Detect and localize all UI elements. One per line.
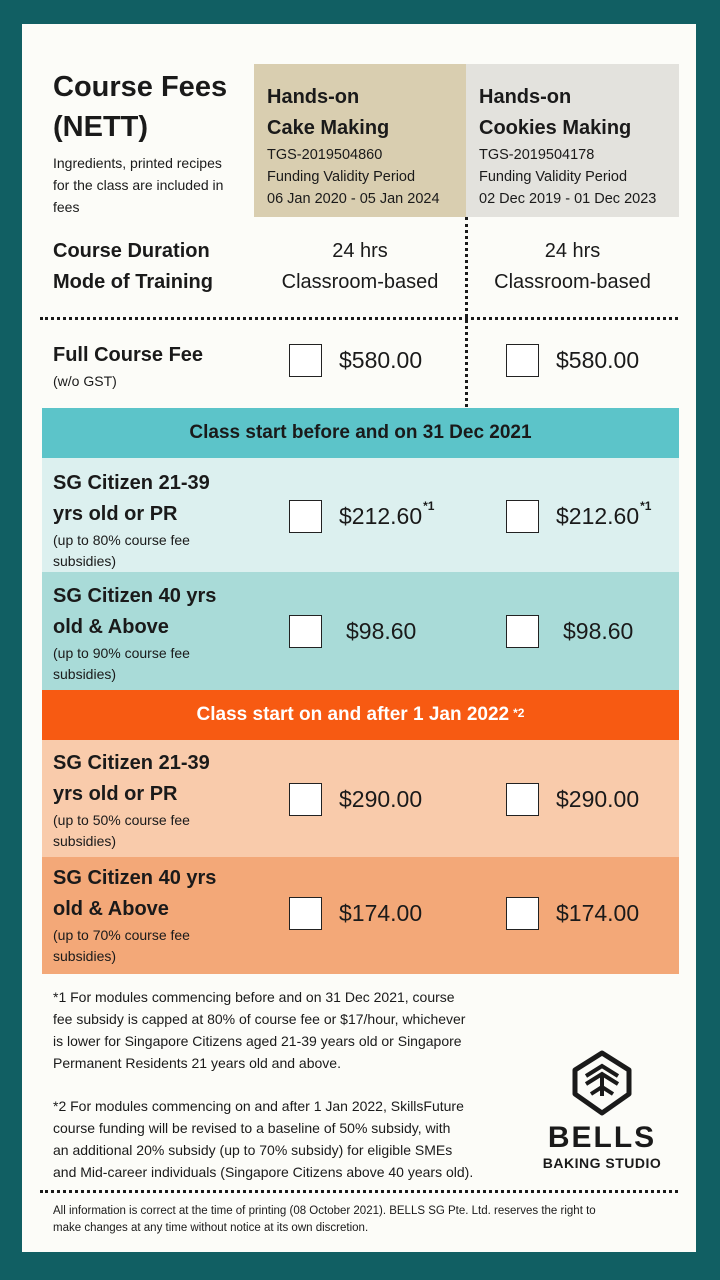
- cake-price: $290.00: [339, 786, 423, 812]
- row-label-line-2: old & Above: [53, 898, 169, 920]
- title-line-1: Course Fees: [53, 71, 228, 103]
- row-label: [53, 863, 216, 967]
- footnote-mark: *2: [513, 706, 525, 720]
- cookies-validity-label: Funding Validity Period: [479, 169, 628, 185]
- logo-wordmark: BELLS: [547, 1121, 657, 1154]
- bells-logo-icon: [571, 1050, 633, 1116]
- course-fees-card: [22, 24, 696, 1252]
- full-course-fee-label: [53, 340, 203, 392]
- cookies-full-fee: $580.00: [556, 347, 640, 373]
- cookies-validity-period: 02 Dec 2019 - 01 Dec 2023: [479, 191, 657, 207]
- cake-checkbox[interactable]: [289, 500, 322, 533]
- dotted-divider: [40, 1190, 678, 1193]
- full-fee-note: (w/o GST): [53, 373, 117, 389]
- cake-name-line-2: Cake Making: [267, 117, 390, 139]
- cookies-price: $290.00: [556, 786, 640, 812]
- cake-price: [339, 499, 435, 530]
- footnote-line: *1 For modules commencing before and on 31 Dec 2021, course: [53, 989, 455, 1005]
- section-band-2021: [42, 408, 679, 458]
- row-note-line-2: subsidies): [53, 666, 117, 682]
- cookies-checkbox[interactable]: [506, 615, 539, 648]
- cake-price: $98.60: [346, 618, 417, 644]
- footnote-line: Permanent Residents 21 years old and above.: [53, 1055, 341, 1071]
- course-duration-label: Course Duration: [53, 240, 210, 262]
- footnote-2: [53, 1095, 553, 1183]
- cookies-full-fee-checkbox[interactable]: [506, 344, 539, 377]
- row-note-line-1: (up to 50% course fee: [53, 812, 190, 828]
- row-note-line-1: (up to 80% course fee: [53, 532, 190, 548]
- cake-price: $174.00: [339, 900, 423, 926]
- cake-full-fee-checkbox[interactable]: [289, 344, 322, 377]
- footnote-line: fee subsidy is capped at 80% of course fee or $17/hour, whichever: [53, 1011, 466, 1027]
- cookies-duration: 24 hrs: [544, 240, 601, 262]
- cookies-price: $174.00: [556, 900, 640, 926]
- ingredients-note: Ingredients, printed recipes for the class are included in fees: [53, 155, 224, 215]
- cake-checkbox[interactable]: [289, 897, 322, 930]
- cookies-price: [556, 499, 652, 530]
- page-title: [53, 67, 253, 147]
- footnote-line: an additional 20% subsidy (up to 70% subsidy) for eligible SMEs: [53, 1142, 453, 1158]
- footnote-line: and Mid-career individuals (Singapore Citizens above 40 years old).: [53, 1164, 474, 1180]
- row-note-line-1: (up to 90% course fee: [53, 645, 190, 661]
- cake-course-name: [267, 82, 447, 144]
- row-label-line-2: old & Above: [53, 616, 169, 638]
- disclaimer-line: make changes at any time without notice at its own discretion.: [53, 1222, 369, 1234]
- title-line-2: (NETT): [53, 111, 149, 143]
- cake-duration: 24 hrs: [332, 240, 388, 262]
- section-title-2021: Class start before and on 31 Dec 2021: [189, 422, 532, 443]
- cookies-duration-mode: [466, 236, 679, 298]
- cookies-name-line-1: Hands-on: [479, 86, 572, 108]
- row-note-line-2: subsidies): [53, 833, 117, 849]
- cookies-checkbox[interactable]: [506, 897, 539, 930]
- row-label: [53, 581, 216, 685]
- cookies-name-line-2: Cookies Making: [479, 117, 632, 139]
- cookies-course-code: TGS-2019504178: [479, 147, 595, 163]
- footnote-line: is lower for Singapore Citizens aged 21-39 years old or Singapore: [53, 1033, 462, 1049]
- row-label-line-1: SG Citizen 40 yrs: [53, 585, 217, 607]
- logo-subtitle: BAKING STUDIO: [542, 1155, 662, 1171]
- row-label: [53, 468, 210, 572]
- cake-full-fee: $580.00: [339, 347, 423, 373]
- cake-validity-label: Funding Validity Period: [267, 169, 416, 185]
- footnote-line: course funding will be revised to a baseline of 50% subsidy, with: [53, 1120, 451, 1136]
- duration-mode-labels: [53, 236, 213, 298]
- row-note-line-1: (up to 70% course fee: [53, 927, 190, 943]
- cake-checkbox[interactable]: [289, 783, 322, 816]
- section-band-2022: [42, 690, 679, 740]
- row-label-line-2: yrs old or PR: [53, 503, 178, 525]
- row-note-line-2: subsidies): [53, 948, 117, 964]
- cookies-checkbox[interactable]: [506, 500, 539, 533]
- disclaimer-line: All information is correct at the time of printing (08 October 2021). BELLS SG Pte. Ltd. reserves the right to: [53, 1205, 596, 1217]
- cookies-price: $98.60: [563, 618, 634, 644]
- disclaimer: [53, 1203, 673, 1237]
- bells-logo: [537, 1050, 667, 1171]
- row-label-line-1: SG Citizen 40 yrs: [53, 867, 217, 889]
- cake-checkbox[interactable]: [289, 615, 322, 648]
- row-label-line-1: SG Citizen 21-39: [53, 752, 210, 774]
- cake-validity-period: 06 Jan 2020 - 05 Jan 2024: [267, 191, 440, 207]
- row-note-line-2: subsidies): [53, 553, 117, 569]
- price-value: $212.60: [339, 503, 423, 529]
- footnote-mark: *1: [423, 499, 435, 513]
- cookies-mode: Classroom-based: [494, 271, 651, 293]
- full-fee-label: Full Course Fee: [53, 344, 204, 366]
- cake-name-line-1: Hands-on: [267, 86, 360, 108]
- footnote-1: [53, 986, 553, 1074]
- cake-course-header: [254, 64, 466, 217]
- row-label-line-1: SG Citizen 21-39: [53, 472, 210, 494]
- price-value: $212.60: [556, 503, 640, 529]
- mode-of-training-label: Mode of Training: [53, 271, 213, 293]
- cake-mode: Classroom-based: [281, 271, 439, 293]
- footnote-line: *2 For modules commencing on and after 1 Jan 2022, SkillsFuture: [53, 1098, 464, 1114]
- cookies-checkbox[interactable]: [506, 783, 539, 816]
- section-title-2022: Class start on and after 1 Jan 2022: [196, 704, 510, 725]
- dotted-divider: [40, 317, 678, 320]
- cookies-course-name: [479, 82, 659, 144]
- footnote-mark: *1: [640, 499, 652, 513]
- row-label-line-2: yrs old or PR: [53, 783, 178, 805]
- row-label: [53, 748, 210, 852]
- cake-duration-mode: [254, 236, 466, 298]
- cake-course-code: TGS-2019504860: [267, 147, 383, 163]
- cookies-course-header: [466, 64, 679, 217]
